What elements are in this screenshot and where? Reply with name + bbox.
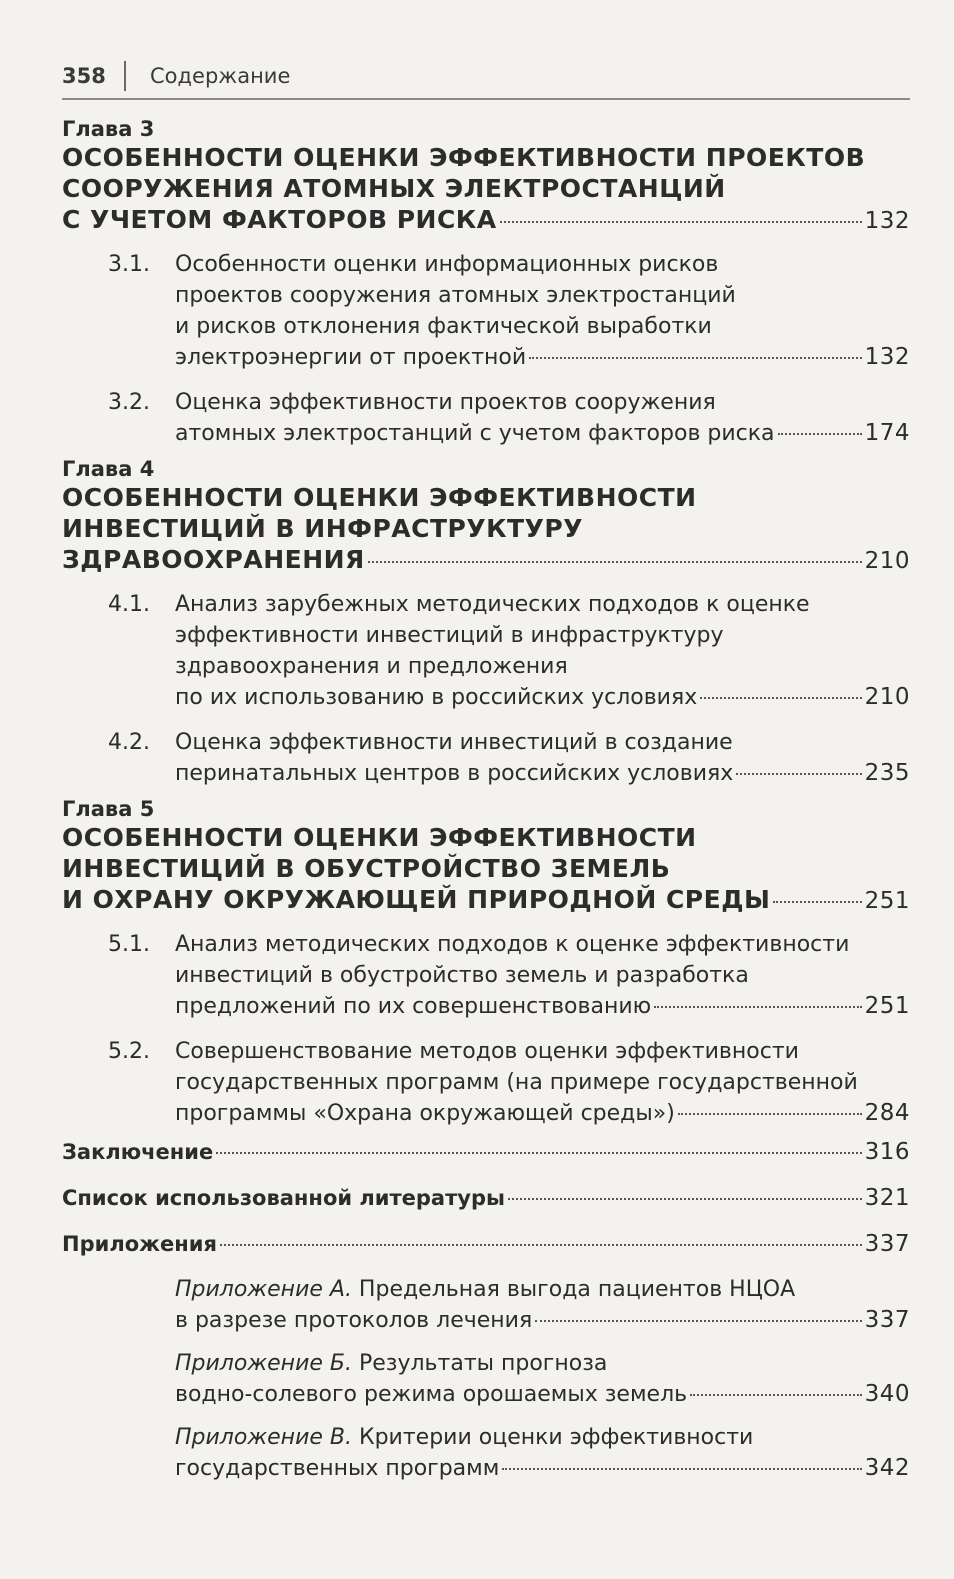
leader-dots: [535, 1320, 861, 1322]
section-number: 3.2.: [108, 390, 150, 415]
entry-title: Список использованной литературы: [62, 1186, 505, 1210]
chapter-title-line: СООРУЖЕНИЯ АТОМНЫХ ЭЛЕКТРОСТАНЦИЙ: [62, 174, 726, 203]
leader-dots: [529, 357, 861, 359]
section-title-line: Анализ методических подходов к оценке эффективности: [175, 932, 850, 957]
leader-dots: [700, 697, 861, 699]
chapter-label: Глава 5: [62, 797, 155, 821]
chapter-title-line: ОСОБЕННОСТИ ОЦЕНКИ ЭФФЕКТИВНОСТИ: [62, 823, 697, 852]
section-title-line: электроэнергии от проектной: [175, 345, 527, 370]
appendix-title-line: Результаты прогноза: [351, 1351, 608, 1376]
section-number: 5.1.: [108, 932, 150, 957]
page-ref: 235: [864, 760, 910, 786]
leader-dots: [690, 1394, 861, 1396]
chapter-title-line: С УЧЕТОМ ФАКТОРОВ РИСКА: [62, 205, 497, 234]
chapter-3: [62, 117, 910, 449]
page-ref: 251: [864, 993, 910, 1019]
chapter-title-line: ЗДРАВООХРАНЕНИЯ: [62, 545, 365, 574]
leader-dots: [500, 221, 862, 223]
page-ref: 132: [864, 344, 910, 370]
section-number: 5.2.: [108, 1039, 150, 1064]
leader-dots: [778, 433, 862, 435]
page-ref: 284: [864, 1100, 910, 1126]
section-title-line: Совершенствование методов оценки эффективности: [175, 1039, 799, 1064]
leader-dots: [736, 773, 861, 775]
page-ref: 337: [864, 1307, 910, 1333]
section-title-line: атомных электростанций с учетом факторов риска: [175, 421, 775, 446]
section-title-line: Анализ зарубежных методических подходов к оценке: [175, 592, 810, 617]
page-header: [62, 62, 910, 100]
section-title-line: государственных программ (на примере государственной: [175, 1070, 858, 1095]
appendix-b[interactable]: [175, 1348, 910, 1410]
appendix-title-line: Предельная выгода пациентов НЦОА: [351, 1277, 796, 1302]
appendix-prefix: Приложение А.: [175, 1277, 352, 1302]
page-ref: 174: [864, 420, 910, 446]
appendix-prefix: Приложение В.: [175, 1425, 352, 1450]
section-3-1[interactable]: [62, 249, 910, 373]
chapter-title-line: ОСОБЕННОСТИ ОЦЕНКИ ЭФФЕКТИВНОСТИ: [62, 483, 697, 512]
chapter-title-line: ИНВЕСТИЦИЙ В ИНФРАСТРУКТУРУ: [62, 514, 583, 543]
page-number: 358: [62, 64, 106, 88]
leader-dots: [216, 1152, 861, 1154]
section-title-line: по их использованию в российских условиях: [175, 685, 698, 710]
section-title-line: инвестиций в обустройство земель и разработка: [175, 963, 749, 988]
leader-dots: [678, 1113, 862, 1115]
table-of-contents: [62, 117, 910, 1484]
leader-dots: [654, 1006, 861, 1008]
chapter-5: [62, 797, 910, 1129]
entry-title: Заключение: [62, 1140, 214, 1164]
section-title-line: Оценка эффективности проектов сооружения: [175, 390, 716, 415]
leader-dots: [773, 901, 861, 903]
appendix-title-line: Критерии оценки эффективности: [351, 1425, 754, 1450]
appendix-title-line: в разрезе протоколов лечения: [175, 1308, 533, 1333]
page-ref: 316: [864, 1139, 910, 1165]
chapter-label: Глава 4: [62, 457, 155, 481]
leader-dots: [508, 1198, 862, 1200]
appendices-entry[interactable]: [62, 1227, 910, 1262]
section-4-2[interactable]: [62, 727, 910, 789]
section-4-1[interactable]: [62, 589, 910, 713]
section-title-line: программы «Охрана окружающей среды»): [175, 1101, 675, 1126]
section-title-line: проектов сооружения атомных электростанций: [175, 283, 736, 308]
page-ref: 321: [864, 1185, 910, 1211]
page-ref: 210: [864, 684, 910, 710]
references-entry[interactable]: [62, 1181, 910, 1216]
page-ref: 210: [864, 548, 910, 574]
chapter-title-line: ИНВЕСТИЦИЙ В ОБУСТРОЙСТВО ЗЕМЕЛЬ: [62, 854, 671, 883]
chapter-label: Глава 3: [62, 117, 155, 141]
page-ref: 132: [864, 208, 910, 234]
chapter-title-entry[interactable]: [62, 544, 910, 575]
section-5-2[interactable]: [62, 1036, 910, 1129]
section-title-line: Особенности оценки информационных рисков: [175, 252, 719, 277]
leader-dots: [368, 561, 862, 563]
section-5-1[interactable]: [62, 929, 910, 1022]
section-title-line: перинатальных центров в российских условиях: [175, 761, 734, 786]
page-ref: 340: [864, 1381, 910, 1407]
header-separator: [124, 61, 126, 91]
appendix-a[interactable]: [175, 1274, 910, 1336]
leader-dots: [220, 1244, 862, 1246]
section-title-line: Оценка эффективности инвестиций в создание: [175, 730, 733, 755]
appendix-prefix: Приложение Б.: [175, 1351, 352, 1376]
leader-dots: [502, 1468, 861, 1470]
chapter-4: [62, 457, 910, 789]
entry-title: Приложения: [62, 1232, 217, 1256]
chapter-title-entry[interactable]: [62, 204, 910, 235]
section-number: 3.1.: [108, 252, 150, 277]
page-ref: 337: [864, 1231, 910, 1257]
chapter-title-line: И ОХРАНУ ОКРУЖАЮЩЕЙ ПРИРОДНОЙ СРЕДЫ: [62, 885, 771, 914]
appendix-title-line: водно-солевого режима орошаемых земель: [175, 1382, 688, 1407]
chapter-title-entry[interactable]: [62, 884, 910, 915]
section-title-line: предложений по их совершенствованию: [175, 994, 652, 1019]
section-title-line: эффективности инвестиций в инфраструктуру: [175, 623, 724, 648]
page-ref: 342: [864, 1455, 910, 1481]
section-number: 4.1.: [108, 592, 150, 617]
section-3-2[interactable]: [62, 387, 910, 449]
section-title-line: здравоохранения и предложения: [175, 654, 568, 679]
conclusion-entry[interactable]: [62, 1135, 910, 1170]
appendix-title-line: государственных программ: [175, 1456, 500, 1481]
running-title: Содержание: [150, 64, 291, 88]
section-title-line: и рисков отклонения фактической выработки: [175, 314, 712, 339]
page-ref: 251: [864, 888, 910, 914]
section-number: 4.2.: [108, 730, 150, 755]
chapter-title-line: ОСОБЕННОСТИ ОЦЕНКИ ЭФФЕКТИВНОСТИ ПРОЕКТОВ: [62, 143, 866, 172]
appendix-v[interactable]: [175, 1422, 910, 1484]
